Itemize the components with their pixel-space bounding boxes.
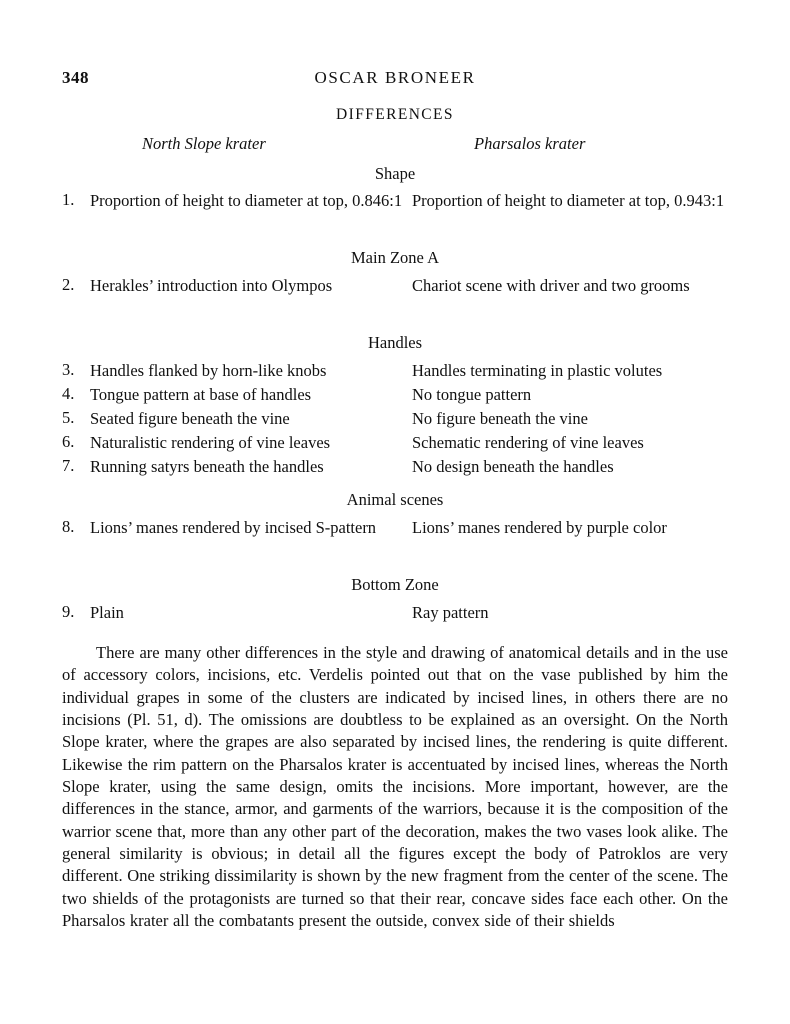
comparison-row [62, 190, 728, 236]
row-number: 1. [62, 190, 75, 209]
comparison-row [62, 432, 728, 454]
comparison-row [62, 517, 728, 563]
group-subhead-handles: Handles [367, 333, 423, 352]
row-number: 6. [62, 432, 75, 451]
row-right-text: Handles terminating in plastic volutes [412, 361, 663, 380]
row-right-text: Ray pattern [412, 603, 489, 622]
row-number: 8. [62, 517, 75, 536]
comparison-row [62, 408, 728, 430]
row-right-text: Proportion of height to diameter at top, 0.943:1 [412, 191, 725, 210]
row-number: 7. [62, 456, 75, 475]
row-left-text: Lions’ manes rendered by incised S-pattern [90, 518, 377, 537]
group-subhead-bottom-zone: Bottom Zone [351, 575, 439, 594]
page-content [62, 68, 728, 932]
page-number: 348 [62, 68, 89, 87]
row-left-text: Proportion of height to diameter at top, 0.846:1 [90, 191, 403, 210]
group-subhead-shape: Shape [374, 164, 416, 183]
comparison-row [62, 360, 728, 382]
row-right-text: Chariot scene with driver and two grooms [412, 276, 690, 295]
comparison-row [62, 384, 728, 406]
section-title: DIFFERENCES [336, 106, 454, 123]
row-left-text: Tongue pattern at base of handles [90, 385, 312, 404]
row-left-text: Running satyrs beneath the handles [90, 457, 324, 476]
row-left-text: Plain [90, 603, 124, 622]
running-head [62, 68, 728, 92]
row-right-text: No figure beneath the vine [412, 409, 588, 428]
comparison-row [62, 602, 728, 624]
row-right-text: Schematic rendering of vine leaves [412, 433, 644, 452]
row-right-text: No design beneath the handles [412, 457, 614, 476]
group-subhead-animal-scenes: Animal scenes [346, 490, 444, 509]
column-headers [62, 134, 728, 158]
row-number: 2. [62, 275, 75, 294]
body-paragraph: There are many other differences in the style and drawing of anatomical details and in the use of accessory colors, incisions, etc. Verdelis pointed out that on the vase published by him the individual grapes in some of the clusters are indicated by incised lines, in others there are no incisions (Pl. 51, d). The omissions are doubtless to be explained as an oversight. On the North Slope krater, where the grapes are also separated by incised lines, the rendering is quite different. Likewise the rim pattern on the Pharsalos krater is accentuated by incised lines, whereas the North Slope krater, using the same design, omits the incisions. More important, however, are the differences in the stance, armor, and garments of the warriors, because it is the composition of the warrior scene that, more than any other part of the decoration, makes the two vases look alike. The general similarity is obvious; in detail all the figures except the body of Patroklos are very different. One striking dissimilarity is shown by the new fragment from the center of the scene. The two shields of the protagonists are turned so that their rear, concave sides face each other. On the Pharsalos krater all the combatants present the outside, convex side of their shields [62, 643, 728, 931]
column-header-right: Pharsalos krater [474, 134, 586, 153]
row-right-text: Lions’ manes rendered by purple color [412, 518, 667, 537]
comparison-row [62, 456, 728, 478]
row-number: 5. [62, 408, 75, 427]
row-number: 9. [62, 602, 75, 621]
row-left-text: Seated figure beneath the vine [90, 409, 290, 428]
running-title: OSCAR BRONEER [314, 68, 476, 87]
row-left-text: Naturalistic rendering of vine leaves [90, 433, 331, 452]
row-number: 3. [62, 360, 75, 379]
group-subhead-main-zone-a: Main Zone A [351, 248, 439, 267]
row-number: 4. [62, 384, 75, 403]
comparison-row [62, 275, 728, 321]
row-left-text: Herakles’ introduction into Olympos [90, 276, 333, 295]
row-right-text: No tongue pattern [412, 385, 532, 404]
column-header-left: North Slope krater [142, 134, 266, 153]
row-left-text: Handles flanked by horn-like knobs [90, 361, 327, 380]
